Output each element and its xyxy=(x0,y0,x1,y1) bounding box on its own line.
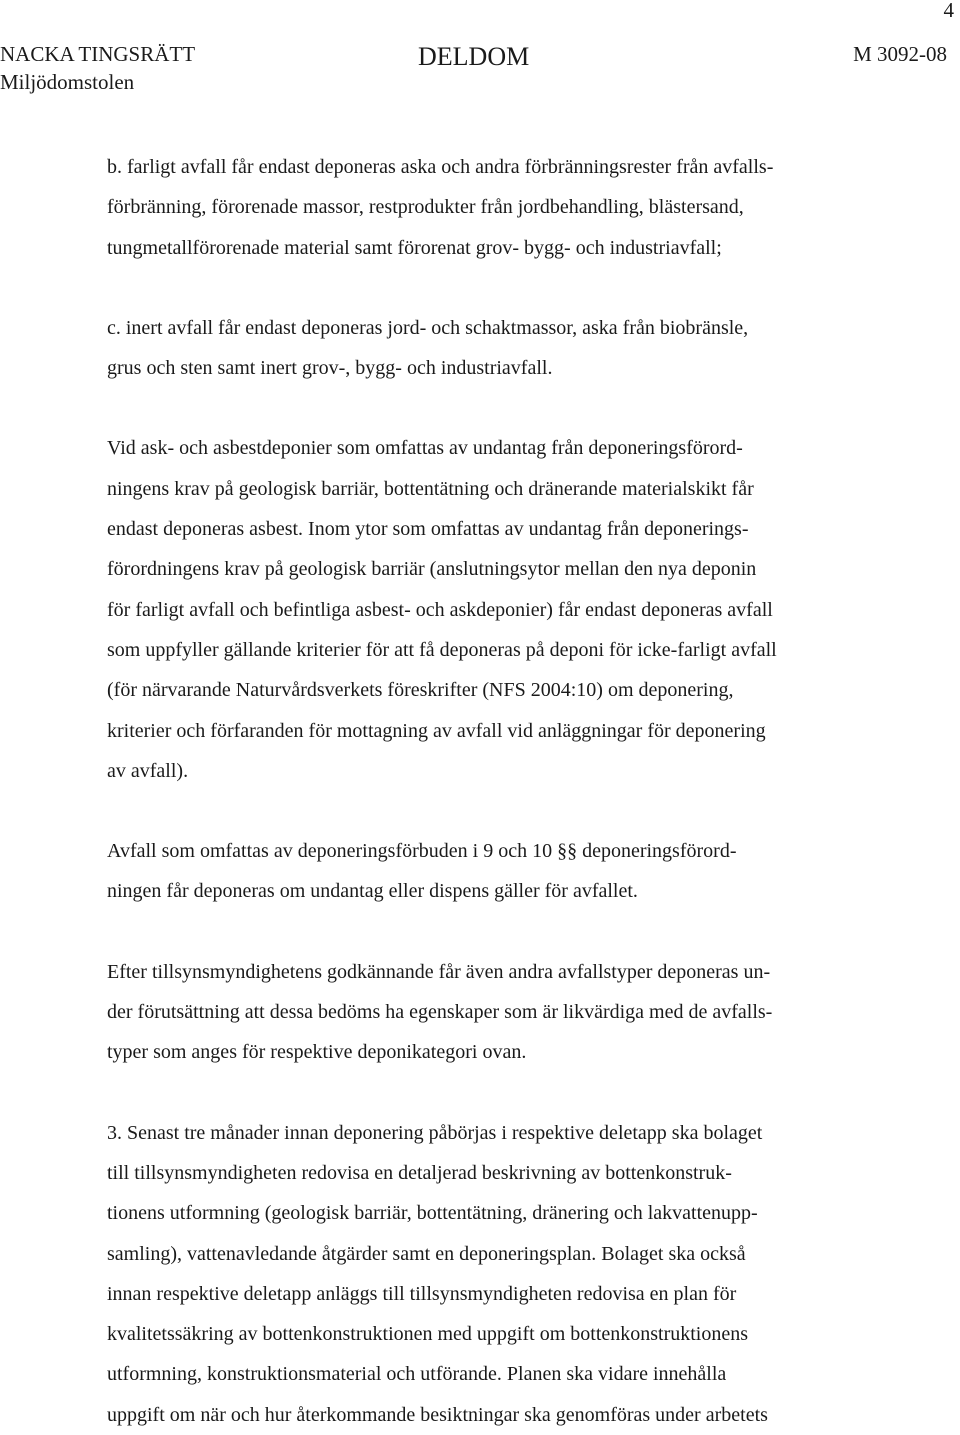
document-body xyxy=(107,147,887,1435)
court-department: Miljödomstolen xyxy=(0,70,135,94)
case-number: M 3092-08 xyxy=(853,42,947,66)
paragraph-condition-3: 3. Senast tre månader innan deponering påbörjas i respektive deletapp ska bolaget till tillsynsmyndigheten redovisa en detaljerad beskrivning av bottenkonstruk- tionens utformning (geologisk barriär, bottentätning, dränering och lakvattenupp- samling), vattenavledande åtgärder samt en deponeringsplan. Bolaget ska också innan respektive deletapp anläggs till tillsynsmyndigheten redovisa en plan för kvalitetssäkring av bottenkonstruktionen med uppgift om bottenkonstruktionens utformning, konstruktionsmaterial och utförande. Planen ska vidare innehålla uppgift om när och hur återkommande besiktningar ska genomföras under arbetets xyxy=(107,1121,768,1426)
paragraph-other-waste-types: Efter tillsynsmyndighetens godkännande får även andra avfallstyper deponeras un- der förutsättning att dessa bedöms ha egenskaper som är likvärdiga med de avfalls- typer som anges för respektive deponikategori ovan. xyxy=(107,960,773,1064)
page-number: 4 xyxy=(943,0,954,22)
paragraph-ash-asbestos-deposits: Vid ask- och asbestdeponier som omfattas av undantag från deponeringsförord- ningens krav på geologisk barriär, bottentätning och dränerande materialskikt får endast deponeras asbest. Inom ytor som omfattas av undantag från deponerings- förordningens krav på geologisk barriär (anslutningsytor mellan den nya deponin för farligt avfall och befintliga asbest- och askdeponier) får endast deponeras avfall som uppfyller gällande kriterier för att få deponeras på deponi för icke-farligt avfall (för närvarande Naturvårdsverkets föreskrifter (NFS 2004:10) om deponering, kriterier och förfaranden för mottagning av avfall vid anläggningar för deponering av avfall). xyxy=(107,437,777,782)
document-header xyxy=(0,40,960,100)
paragraph-deposit-bans: Avfall som omfattas av deponeringsförbuden i 9 och 10 §§ deponeringsförord- ningen får deponeras om undantag eller dispens gäller för avfallet. xyxy=(107,840,737,903)
paragraph-item-b: b. farligt avfall får endast deponeras aska och andra förbränningsrester från avfalls- förbränning, förorenade massor, restprodukter från jordbehandling, blästersand, tungmetallförorenade material samt förorenat grov- bygg- och industriavfall; xyxy=(107,156,774,259)
court-name: NACKA TINGSRÄTT xyxy=(0,42,196,66)
court-info xyxy=(0,40,195,96)
document-type: DELDOM xyxy=(418,42,530,71)
paragraph-item-c: c. inert avfall får endast deponeras jord- och schaktmassor, aska från biobränsle, grus och sten samt inert grov-, bygg- och industriavfall. xyxy=(107,316,749,380)
